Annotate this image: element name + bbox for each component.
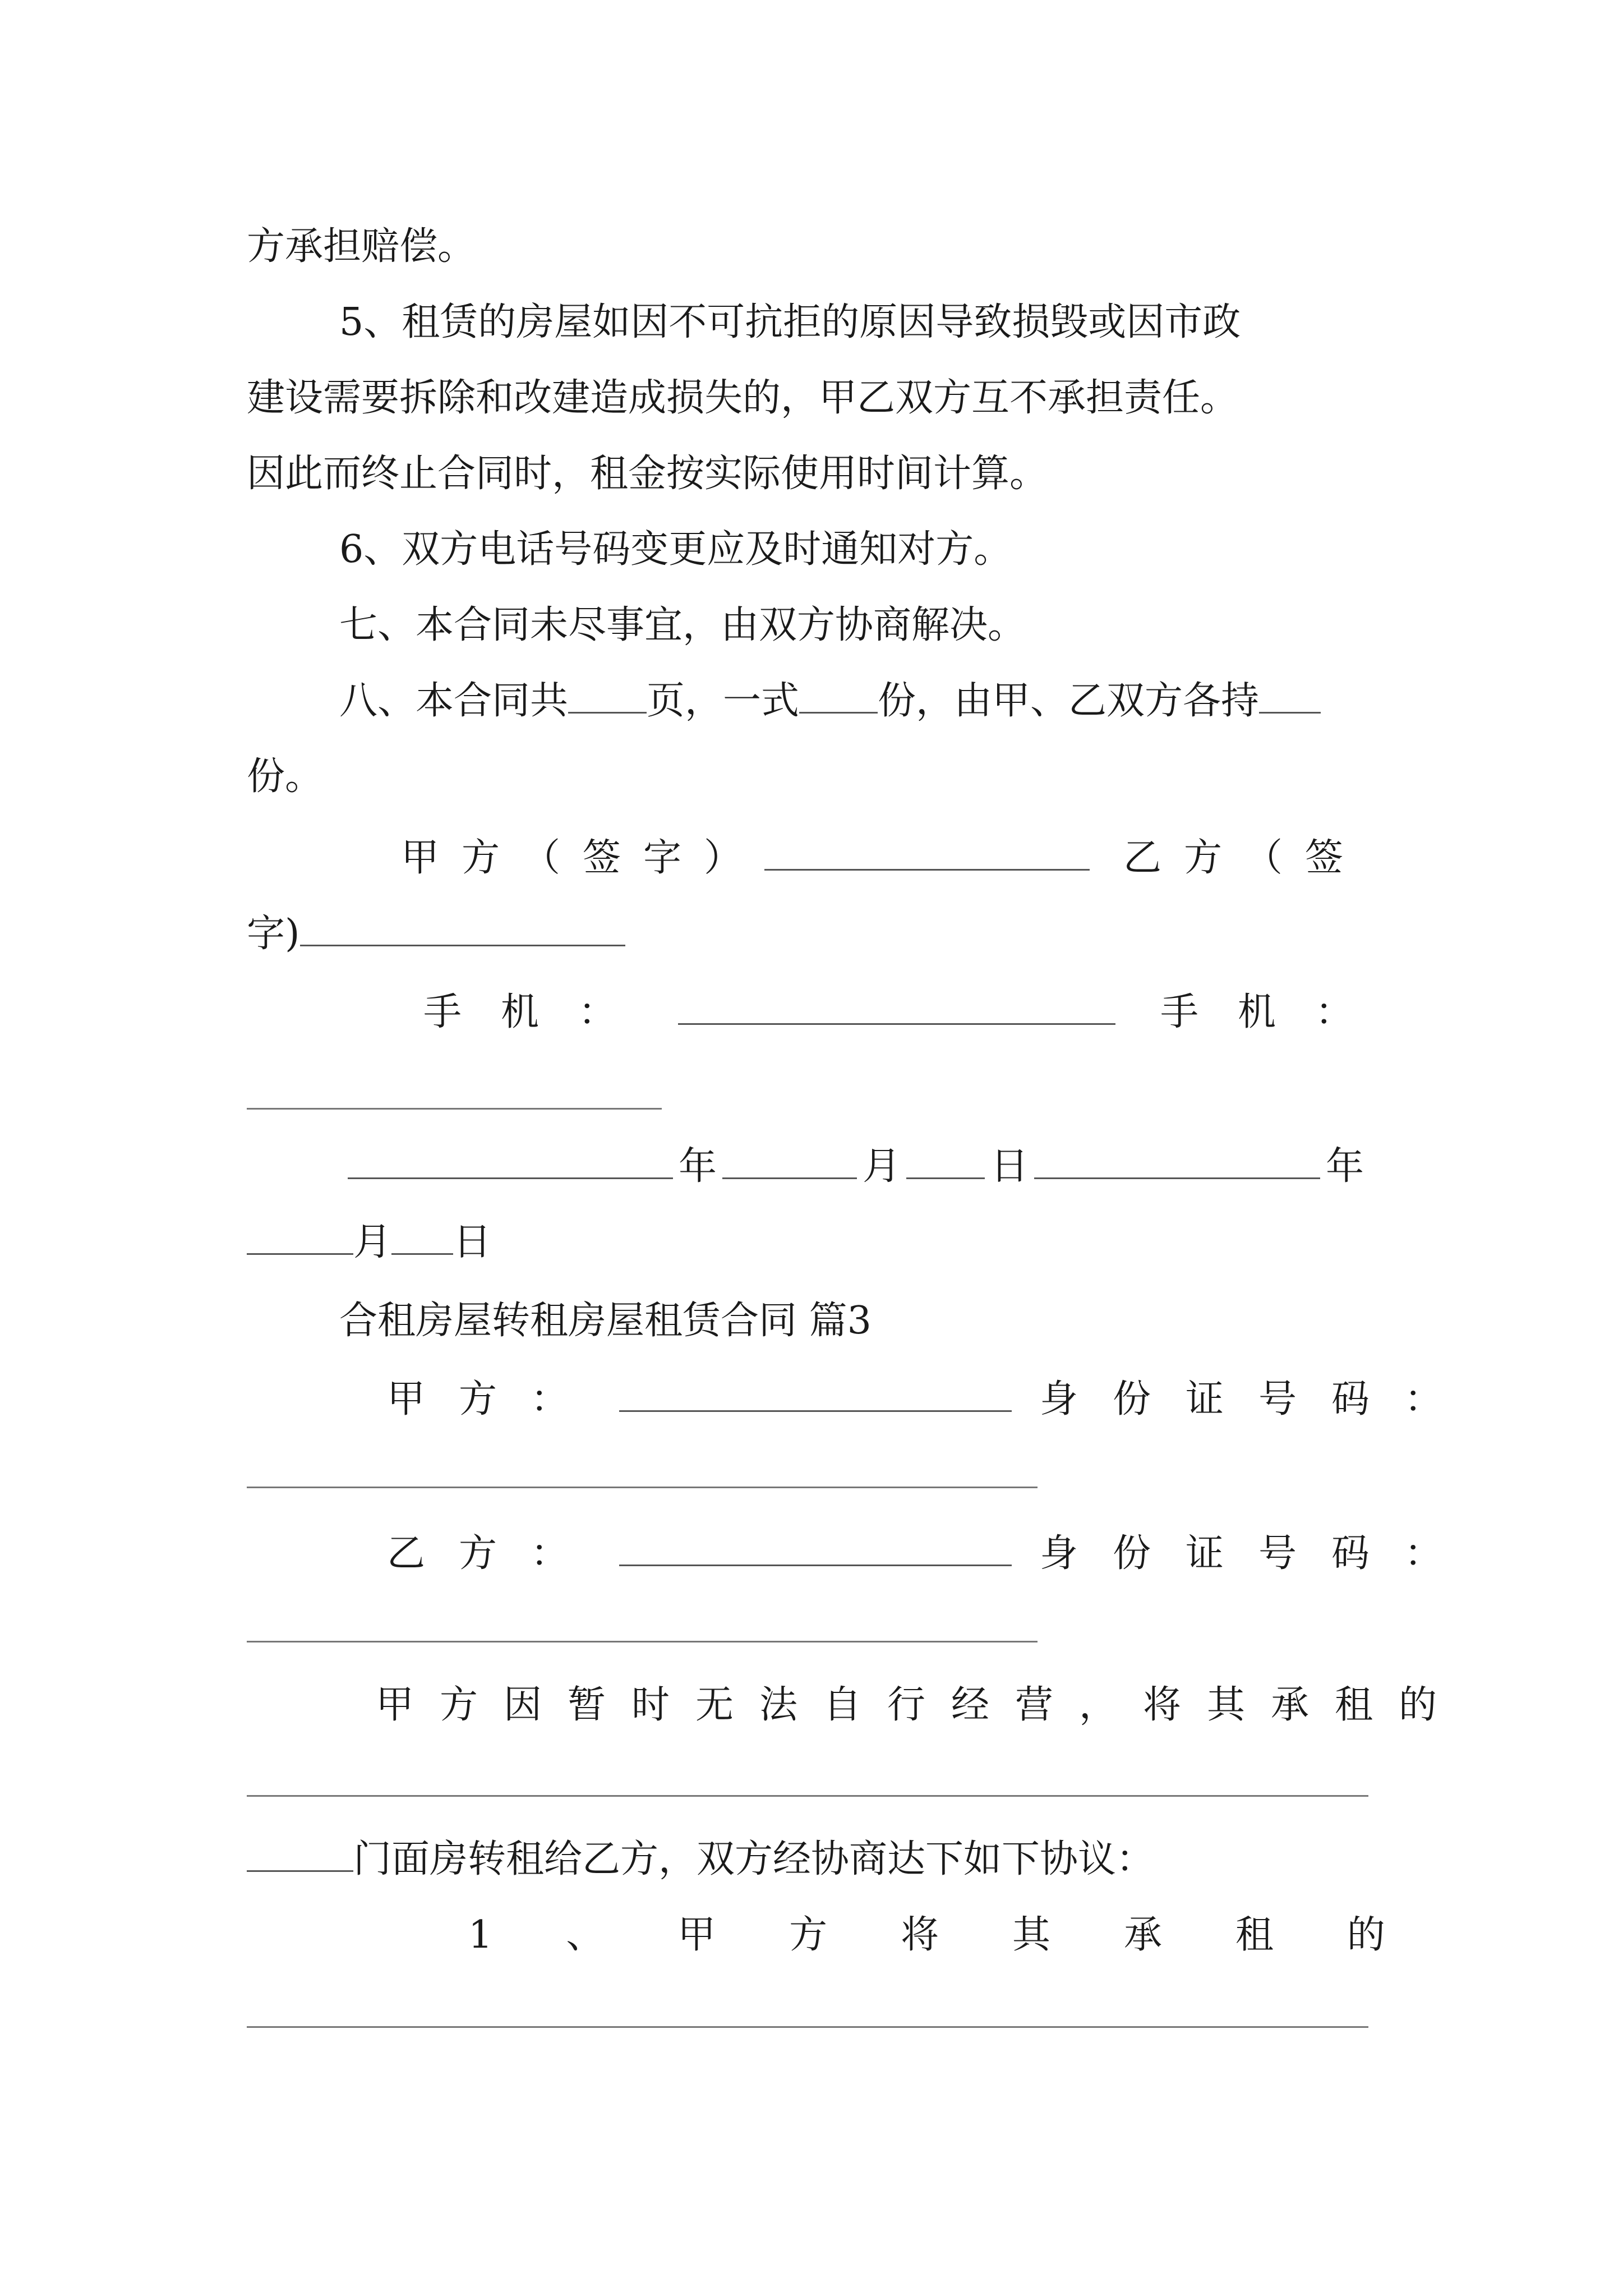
party-b-id-blank[interactable] [247,1641,1038,1642]
copies-blank[interactable] [799,673,878,714]
text: 5、租赁的房屋如因不可抗拒的原因导致损毁或因市政 [339,300,1241,344]
intro-line-1 [376,1666,1463,1745]
party-b-year-blank[interactable] [1034,1138,1320,1179]
party-a-phone-label: 手机： [423,990,656,1034]
year-label: 年 [679,1144,717,1189]
intro-line-2 [247,1820,1385,1899]
text: 方承担赔偿。 [247,224,476,269]
clause-5-line-2 [247,359,1385,438]
text: 6、双方电话号码变更应及时通知对方。 [339,527,1012,572]
party-b-line [387,1515,1478,1593]
paragraph-line [247,208,1385,286]
text: 页，一式 [647,679,800,723]
month-label: 月 [863,1144,901,1189]
clause-5-line-1 [339,283,1385,362]
party-b-sign-blank[interactable] [300,905,625,946]
item-1-char: 方 [789,1913,828,1957]
party-a-label: 甲方： [387,1377,603,1421]
item-1-separator: 、 [566,1913,605,1957]
party-b-id-label: 身份证号码： [1040,1531,1478,1576]
text: 因此而终止合同时，租金按实际使用时间计算。 [247,452,1048,496]
premises-blank-2[interactable] [247,1831,353,1872]
clause-7-line [339,586,1385,665]
day-label: 日 [453,1220,492,1264]
year-label: 年 [1326,1144,1364,1189]
clause-6-line [339,510,1385,589]
party-b-sign-label: 乙方（签 [1123,836,1366,880]
party-a-sign-label: 甲方（签字） [401,836,765,880]
clause-8-line-2 [247,738,1385,816]
section-title [339,1282,1385,1360]
clause-5-line-3 [247,435,1385,513]
item-1-blank[interactable] [247,2026,1368,2028]
text: 甲方因暂时无法自行经营，将其承租的 [376,1683,1463,1727]
month-label: 月 [353,1220,392,1264]
each-copies-blank[interactable] [1259,673,1321,714]
text: 合租房屋转租房屋租赁合同 篇3 [339,1299,872,1343]
premises-blank[interactable] [247,1795,1368,1797]
party-a-id-label: 身份证号码： [1040,1377,1478,1421]
text: 门面房转租给乙方，双方经协商达下如下协议： [353,1837,1155,1881]
party-b-day-blank[interactable] [391,1214,453,1255]
party-a-sign-blank[interactable] [764,830,1090,871]
text: 份，由甲、乙双方各持 [878,679,1260,723]
phone-line [423,973,1393,1052]
text: 八、本合同共 [339,679,569,723]
item-1-char: 将 [901,1913,939,1957]
item-1-char: 承 [1123,1913,1162,1957]
item-1-char: 其 [1012,1913,1051,1957]
party-a-year-blank[interactable] [348,1138,673,1179]
date-line-2 [247,1203,1385,1282]
date-line [348,1128,1385,1206]
signature-line-2 [247,895,1385,973]
party-a-id-blank[interactable] [247,1487,1038,1488]
party-b-phone-blank[interactable] [247,1108,662,1110]
signature-line [401,819,1385,898]
text: 份。 [247,754,324,799]
party-b-sign-label-cont: 字) [247,912,300,956]
text: 七、本合同未尽事宜，由双方协商解决。 [339,603,1026,647]
day-label: 日 [990,1144,1029,1189]
party-a-day-blank[interactable] [906,1138,985,1179]
party-a-month-blank[interactable] [722,1138,857,1179]
item-1-char: 甲 [677,1913,716,1957]
clause-8-line [339,662,1385,740]
text: 建设需要拆除和改建造成损失的，甲乙双方互不承担责任。 [247,376,1239,420]
party-a-line [387,1360,1478,1439]
party-a-phone-blank[interactable] [678,984,1115,1025]
party-b-name-blank[interactable] [619,1525,1012,1566]
party-b-phone-label: 手机： [1160,990,1393,1034]
item-1-number: 1 [468,1913,493,1957]
party-b-label: 乙方： [387,1531,603,1576]
pages-blank[interactable] [568,673,647,714]
item-1-char: 租 [1235,1913,1274,1957]
item-1-char: 的 [1347,1913,1385,1957]
party-a-name-blank[interactable] [619,1371,1012,1412]
party-b-month-blank[interactable] [247,1214,353,1255]
item-1-line [468,1896,1385,1975]
